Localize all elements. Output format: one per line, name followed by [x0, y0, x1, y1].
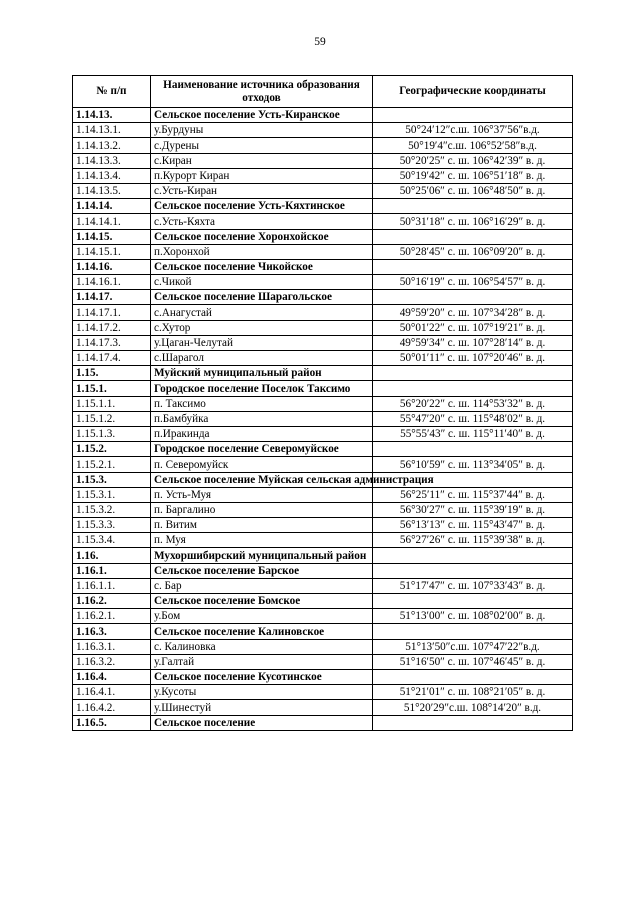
- table-row: [73, 183, 573, 198]
- table-row: [73, 426, 573, 441]
- row-number: 1.14.16.: [73, 259, 151, 274]
- row-number: 1.14.17.4.: [73, 351, 151, 366]
- row-number: 1.16.3.2.: [73, 654, 151, 669]
- table-row: [73, 275, 573, 290]
- row-name: у.Кусоты: [151, 685, 373, 700]
- row-coordinates: 50°25′06″ с. ш. 106°48′50″ в. д.: [373, 183, 573, 198]
- row-name: с.Хутор: [151, 320, 373, 335]
- row-name: с.Шарагол: [151, 351, 373, 366]
- table-header-row: [73, 76, 573, 108]
- row-name: у.Галтай: [151, 654, 373, 669]
- table-row: [73, 259, 573, 274]
- row-name: п. Усть-Муя: [151, 487, 373, 502]
- row-number: 1.15.3.3.: [73, 518, 151, 533]
- table-row: [73, 442, 573, 457]
- row-name: п.Хоронхой: [151, 244, 373, 259]
- row-coordinates: [373, 108, 573, 123]
- table-row: [73, 548, 573, 563]
- row-coordinates: 50°20′25″ с. ш. 106°42′39″ в. д.: [373, 153, 573, 168]
- row-number: 1.14.14.: [73, 199, 151, 214]
- table-row: [73, 366, 573, 381]
- row-name: Сельское поселение Бомское: [151, 594, 373, 609]
- row-number: 1.15.1.2.: [73, 411, 151, 426]
- table-row: [73, 335, 573, 350]
- row-coordinates: 51°13′00″ с. ш. 108°02′00″ в. д.: [373, 609, 573, 624]
- row-number: 1.14.13.2.: [73, 138, 151, 153]
- row-coordinates: 51°21′01″ с. ш. 108°21′05″ в. д.: [373, 685, 573, 700]
- row-number: 1.15.3.1.: [73, 487, 151, 502]
- row-coordinates: 56°27′26″ с. ш. 115°39′38″ в. д.: [373, 533, 573, 548]
- row-number: 1.14.17.2.: [73, 320, 151, 335]
- table-row: [73, 563, 573, 578]
- row-name: п. Баргалино: [151, 502, 373, 517]
- table-row: [73, 396, 573, 411]
- row-number: 1.14.17.: [73, 290, 151, 305]
- table-row: [73, 457, 573, 472]
- table-row: [73, 199, 573, 214]
- row-number: 1.16.: [73, 548, 151, 563]
- row-coordinates: 50°01′22″ с. ш. 107°19′21″ в. д.: [373, 320, 573, 335]
- row-name: Муйский муниципальный район: [151, 366, 373, 381]
- row-coordinates: 50°24′12″с.ш. 106°37′56″в.д.: [373, 123, 573, 138]
- row-number: 1.16.5.: [73, 715, 151, 730]
- row-coordinates: [373, 229, 573, 244]
- row-name: Сельское поселение Кусотинское: [151, 669, 373, 684]
- table-row: [73, 669, 573, 684]
- row-coordinates: 50°19′42″ с. ш. 106°51′18″ в. д.: [373, 168, 573, 183]
- row-name: Сельское поселение Калиновское: [151, 624, 373, 639]
- row-name: п. Витим: [151, 518, 373, 533]
- row-name: Сельское поселение Усть-Кяхтинское: [151, 199, 373, 214]
- row-name: Мухоршибирский муниципальный район: [151, 548, 373, 563]
- table-row: [73, 639, 573, 654]
- row-name: Сельское поселение: [151, 715, 373, 730]
- row-number: 1.15.2.: [73, 442, 151, 457]
- row-name: с.Усть-Киран: [151, 183, 373, 198]
- row-coordinates: 56°30′27″ с. ш. 115°39′19″ в. д.: [373, 502, 573, 517]
- table-row: [73, 229, 573, 244]
- row-name: Сельское поселение Муйская сельская администрация: [151, 472, 373, 487]
- table-row: [73, 624, 573, 639]
- table-row: [73, 320, 573, 335]
- row-coordinates: [373, 199, 573, 214]
- row-coordinates: 51°13′50″с.ш. 107°47′22″в.д.: [373, 639, 573, 654]
- table-row: [73, 685, 573, 700]
- row-name: п.Курорт Киран: [151, 168, 373, 183]
- row-number: 1.16.3.1.: [73, 639, 151, 654]
- table-row: [73, 411, 573, 426]
- table-row: [73, 578, 573, 593]
- row-name: Городское поселение Поселок Таксимо: [151, 381, 373, 396]
- row-number: 1.16.2.1.: [73, 609, 151, 624]
- row-name: Сельское поселение Хоронхойское: [151, 229, 373, 244]
- row-number: 1.15.3.2.: [73, 502, 151, 517]
- table-row: [73, 214, 573, 229]
- row-coordinates: 49°59′20″ с. ш. 107°34′28″ в. д.: [373, 305, 573, 320]
- row-name: Сельское поселение Чикойское: [151, 259, 373, 274]
- row-number: 1.14.13.5.: [73, 183, 151, 198]
- table-row: [73, 108, 573, 123]
- row-coordinates: 56°20′22″ с. ш. 114°53′32″ в. д.: [373, 396, 573, 411]
- row-name: с.Усть-Кяхта: [151, 214, 373, 229]
- table-row: [73, 168, 573, 183]
- row-coordinates: 51°17′47″ с. ш. 107°33′43″ в. д.: [373, 578, 573, 593]
- table-row: [73, 518, 573, 533]
- row-coordinates: 55°55′43″ с. ш. 115°11′40″ в. д.: [373, 426, 573, 441]
- header-name: Наименование источника образования отходов: [151, 76, 373, 108]
- row-number: 1.16.1.1.: [73, 578, 151, 593]
- row-coordinates: [373, 259, 573, 274]
- table-row: [73, 153, 573, 168]
- row-number: 1.14.13.3.: [73, 153, 151, 168]
- row-coordinates: [373, 442, 573, 457]
- row-name: Сельское поселение Усть-Киранское: [151, 108, 373, 123]
- row-name: с.Киран: [151, 153, 373, 168]
- header-coords: Географические координаты: [373, 76, 573, 108]
- row-coordinates: 51°20′29″с.ш. 108°14′20″ в.д.: [373, 700, 573, 715]
- row-name: с. Калиновка: [151, 639, 373, 654]
- row-number: 1.15.1.3.: [73, 426, 151, 441]
- row-name: у.Бом: [151, 609, 373, 624]
- row-number: 1.16.4.2.: [73, 700, 151, 715]
- row-name: Сельское поселение Барское: [151, 563, 373, 578]
- row-number: 1.16.4.: [73, 669, 151, 684]
- row-number: 1.15.3.4.: [73, 533, 151, 548]
- row-coordinates: 50°01′11″ с. ш. 107°20′46″ в. д.: [373, 351, 573, 366]
- row-number: 1.14.17.3.: [73, 335, 151, 350]
- row-number: 1.16.2.: [73, 594, 151, 609]
- row-coordinates: 51°16′50″ с. ш. 107°46′45″ в. д.: [373, 654, 573, 669]
- row-number: 1.15.1.: [73, 381, 151, 396]
- row-name: с.Дурены: [151, 138, 373, 153]
- row-number: 1.15.1.1.: [73, 396, 151, 411]
- row-coordinates: [373, 715, 573, 730]
- row-coordinates: 50°16′19″ с. ш. 106°54′57″ в. д.: [373, 275, 573, 290]
- table-row: [73, 533, 573, 548]
- table-row: [73, 594, 573, 609]
- row-coordinates: 50°19′4″с.ш. 106°52′58″в.д.: [373, 138, 573, 153]
- row-name: п.Иракинда: [151, 426, 373, 441]
- header-num: № п/п: [73, 76, 151, 108]
- table-row: [73, 290, 573, 305]
- row-coordinates: 56°10′59″ с. ш. 113°34′05″ в. д.: [373, 457, 573, 472]
- table-row: [73, 472, 573, 487]
- row-number: 1.14.17.1.: [73, 305, 151, 320]
- row-name: п. Северомуйск: [151, 457, 373, 472]
- row-number: 1.14.13.4.: [73, 168, 151, 183]
- table-row: [73, 715, 573, 730]
- row-coordinates: 55°47′20″ с. ш. 115°48′02″ в. д.: [373, 411, 573, 426]
- row-name: с.Чикой: [151, 275, 373, 290]
- row-coordinates: [373, 290, 573, 305]
- table-row: [73, 487, 573, 502]
- row-name: Сельское поселение Шарагольское: [151, 290, 373, 305]
- row-number: 1.16.4.1.: [73, 685, 151, 700]
- row-coordinates: 50°28′45″ с. ш. 106°09′20″ в. д.: [373, 244, 573, 259]
- row-name: у.Бурдуны: [151, 123, 373, 138]
- row-number: 1.14.16.1.: [73, 275, 151, 290]
- row-name: п. Муя: [151, 533, 373, 548]
- row-coordinates: 56°13′13″ с. ш. 115°43′47″ в. д.: [373, 518, 573, 533]
- row-coordinates: [373, 669, 573, 684]
- table-body: [73, 108, 573, 731]
- table-row: [73, 381, 573, 396]
- row-number: 1.14.13.: [73, 108, 151, 123]
- row-coordinates: 56°25′11″ с. ш. 115°37′44″ в. д.: [373, 487, 573, 502]
- table-row: [73, 244, 573, 259]
- row-coordinates: [373, 624, 573, 639]
- row-number: 1.14.13.1.: [73, 123, 151, 138]
- row-number: 1.14.15.: [73, 229, 151, 244]
- row-name: у.Шинестуй: [151, 700, 373, 715]
- row-name: с.Анагустай: [151, 305, 373, 320]
- row-number: 1.15.3.: [73, 472, 151, 487]
- table-row: [73, 700, 573, 715]
- table-row: [73, 351, 573, 366]
- row-coordinates: [373, 563, 573, 578]
- row-number: 1.14.15.1.: [73, 244, 151, 259]
- row-number: 1.16.3.: [73, 624, 151, 639]
- row-coordinates: [373, 594, 573, 609]
- row-number: 1.15.: [73, 366, 151, 381]
- table-row: [73, 305, 573, 320]
- row-name: п.Бамбуйка: [151, 411, 373, 426]
- row-number: 1.15.2.1.: [73, 457, 151, 472]
- table-row: [73, 138, 573, 153]
- row-number: 1.14.14.1.: [73, 214, 151, 229]
- row-name: с. Бар: [151, 578, 373, 593]
- row-name: Городское поселение Северомуйское: [151, 442, 373, 457]
- table-row: [73, 502, 573, 517]
- row-number: 1.16.1.: [73, 563, 151, 578]
- coordinates-table: [72, 75, 573, 731]
- row-coordinates: [373, 548, 573, 563]
- row-coordinates: [373, 366, 573, 381]
- row-name: у.Цаган-Челутай: [151, 335, 373, 350]
- table-row: [73, 123, 573, 138]
- row-name: п. Таксимо: [151, 396, 373, 411]
- row-coordinates: 50°31′18″ с. ш. 106°16′29″ в. д.: [373, 214, 573, 229]
- row-coordinates: 49°59′34″ с. ш. 107°28′14″ в. д.: [373, 335, 573, 350]
- table-row: [73, 609, 573, 624]
- table-row: [73, 654, 573, 669]
- page-number: 59: [314, 36, 326, 48]
- row-coordinates: [373, 381, 573, 396]
